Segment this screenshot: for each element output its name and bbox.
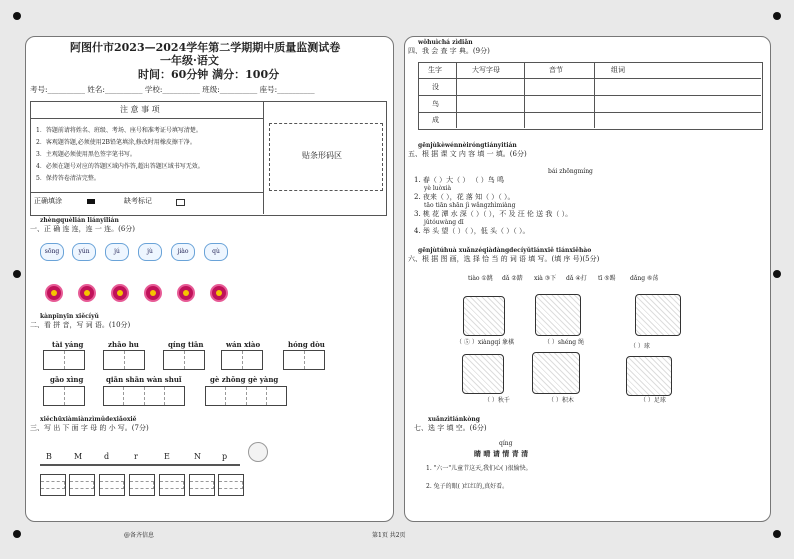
pinyin-prompt: gāo xìng (50, 375, 84, 384)
letter-line (40, 464, 240, 466)
binding-hole (13, 530, 21, 538)
pinyin-prompt: gè zhǒng gè yàng (210, 375, 279, 384)
section-pinyin: kànpīnyīn xiěcíyǔ (40, 313, 99, 320)
flower-icon[interactable] (177, 284, 195, 302)
pinyin-prompt: tài yáng (52, 340, 84, 349)
exam-subject: 一年级·语文 (160, 54, 219, 67)
flower-icon[interactable] (144, 284, 162, 302)
table-cell-character: 鸟 (432, 100, 439, 108)
writing-grid[interactable] (205, 386, 287, 406)
flower-end-icon (248, 442, 268, 462)
section-1-title: 一、正 确 连 连，连 一 连。(6分) (30, 225, 136, 233)
section-7-title: 七、选 字 填 空。(6分) (414, 424, 487, 432)
section-5-title: 五、根 据 课 文 内 容 填 一 填。(6分) (408, 150, 527, 158)
binding-hole (773, 530, 781, 538)
word-option: tī ⑤踢 (598, 275, 616, 282)
uppercase-letter: M (74, 452, 83, 461)
syllable-cloud[interactable]: jú (105, 243, 129, 261)
picture-caption: （ ）足球 (640, 397, 666, 404)
table-header: 生字 (428, 66, 442, 74)
volleyball-picture (635, 294, 681, 336)
pinyin-prompt: wán xiào (226, 340, 261, 349)
uppercase-letter: B (46, 452, 52, 461)
absent-checkbox[interactable] (176, 199, 185, 206)
chess-picture (463, 296, 505, 336)
word-option: xià ③下 (534, 275, 557, 282)
correct-fill-label: 正确填涂 (34, 197, 62, 205)
notice-title: 注 意 事 项 (120, 105, 160, 114)
letter-writing-box[interactable] (218, 474, 244, 496)
absent-mark-label: 缺考标记 (124, 197, 152, 205)
section-pinyin: xiěchūxiàmiànzìmǔdexiǎoxiě (40, 416, 137, 423)
writing-grid[interactable] (283, 350, 325, 370)
letter-writing-box[interactable] (189, 474, 215, 496)
binding-hole (13, 12, 21, 20)
uppercase-letter: r (134, 452, 138, 461)
table-header: 组词 (611, 66, 625, 74)
syllable-cloud[interactable]: jù (138, 243, 162, 261)
flower-icon[interactable] (210, 284, 228, 302)
section-3-title: 三、写 出 下 面 字 母 的 小 写。(7分) (30, 424, 149, 432)
fill-sentence[interactable]: 2. 兔子的眼( )红红的,真好看。 (426, 483, 509, 490)
syllable-cloud[interactable]: jiào (171, 243, 195, 261)
table-header: 大写字母 (472, 66, 500, 74)
binding-hole (773, 270, 781, 278)
syllable-cloud[interactable]: sōng (40, 243, 64, 261)
section-pinyin: gēnjùtúhuà xuǎnzéqiàdàngdecíyǔtiánxiě tiánxiěhào (418, 247, 592, 254)
fill-line[interactable]: 1. 春（ ）大（ ） （ ）鸟 鸣 (414, 176, 505, 184)
fill-line[interactable]: 2. 夜来（ ），花 落 知（ ）（ ）。 (414, 193, 515, 201)
page-number: 第1页 共2页 (372, 532, 406, 539)
word-option: dǎ ④打 (566, 275, 587, 282)
word-option: tiào ①跳 (468, 275, 493, 282)
section-pinyin: gēnjùkèwénnèiróngtiányitián (418, 142, 517, 149)
letter-writing-box[interactable] (69, 474, 95, 496)
uppercase-letter: p (222, 452, 228, 461)
picture-caption: （ ）秋千 (484, 397, 510, 404)
dictionary-table (418, 62, 763, 130)
notice-item: 5．保持答卷清洁完整。 (36, 175, 100, 182)
fill-line[interactable]: 4. 举 头 望（ ）（ ），低 头（ ）（ ）。 (414, 227, 530, 235)
fill-line-pinyin: bái zhōngmíng (548, 168, 593, 175)
notice-item: 3．主观题必须使用黑色签字笔书写。 (36, 151, 136, 158)
word-option: dǎng ⑥荡 (630, 275, 659, 282)
binding-hole (13, 270, 21, 278)
table-cell-character: 没 (432, 83, 439, 91)
blocks-picture (532, 352, 580, 394)
left-footer: @备齐信息 (124, 532, 155, 539)
notice-item: 4．必须在题号对应的答题区域内作答,超出答题区域书写无效。 (36, 163, 204, 170)
word-option: dǎ ②踏 (502, 275, 523, 282)
writing-grid[interactable] (163, 350, 205, 370)
exam-title: 阿图什市2023—2024学年第二学期期中质量监测试卷 (70, 41, 341, 54)
fill-line-pinyin: jǔtóuwàng dī (424, 219, 464, 226)
uppercase-letter: E (164, 452, 170, 461)
swing-picture (462, 354, 504, 394)
fill-line[interactable]: 3. 桃 花 潭 水 深（ ）（ ），不 及 汪 伦 送 我（ ）。 (414, 210, 573, 218)
character-options: 睛 晴 请 情 青 清 (474, 449, 529, 458)
pinyin-prompt: zhāo hu (108, 340, 139, 349)
writing-grid[interactable] (43, 350, 85, 370)
syllable-cloud[interactable]: yún (72, 243, 96, 261)
section-pinyin: wǒhuìchá zìdiǎn (418, 39, 473, 46)
table-cell-character: 成 (432, 116, 439, 124)
uppercase-letter: d (104, 452, 110, 461)
writing-grid[interactable] (103, 350, 145, 370)
section-4-title: 四、我 会 查 字 典。(9分) (408, 47, 490, 55)
flower-icon[interactable] (45, 284, 63, 302)
uppercase-letter: N (194, 452, 201, 461)
picture-caption: （ ）积木 (548, 397, 574, 404)
letter-writing-box[interactable] (129, 474, 155, 496)
option-pinyin: qíng (499, 440, 513, 447)
pinyin-prompt: hóng dòu (288, 340, 325, 349)
filled-mark-icon (87, 199, 95, 204)
picture-caption: （ ）shéng 绳 (544, 339, 585, 346)
football-picture (626, 356, 672, 396)
syllable-cloud[interactable]: qù (204, 243, 228, 261)
binding-hole (773, 12, 781, 20)
letter-writing-box[interactable] (40, 474, 66, 496)
writing-grid[interactable] (221, 350, 263, 370)
letter-writing-box[interactable] (159, 474, 185, 496)
table-header: 音节 (549, 66, 563, 74)
fill-line-pinyin: yè luòxià (424, 185, 452, 192)
letter-writing-box[interactable] (99, 474, 125, 496)
writing-grid[interactable] (43, 386, 85, 406)
notice-item: 1．答题前请将姓名、班级、考场、座号和准考证号填写清楚。 (36, 127, 202, 134)
fill-sentence[interactable]: 1. "六一"儿童节这天,我们心( )很愉快。 (426, 465, 532, 472)
flower-icon[interactable] (78, 284, 96, 302)
jump-rope-picture (535, 294, 581, 336)
writing-grid[interactable] (103, 386, 185, 406)
section-pinyin: zhèngquèlián liányilián (40, 217, 119, 224)
section-pinyin: xuǎnzìtiánkòng (428, 416, 480, 423)
picture-caption: （ ）球 (630, 343, 650, 350)
section-6-title: 六、根 据 图 画，选 择 恰 当 的 词 语 填 写。(填 序 号)(5分) (408, 255, 600, 263)
pinyin-prompt: qíng tiān (168, 340, 204, 349)
fill-line-pinyin: tāo tiān shān jì wǎngzhìmiàng (424, 202, 516, 209)
section-2-title: 二、看 拼 音，写 词 语。(10分) (30, 321, 131, 329)
pinyin-prompt: qiān shān wàn shuǐ (106, 375, 182, 384)
exam-time-score: 时间：60分钟 满分：100分 (138, 68, 280, 81)
notice-item: 2．客观题答题,必须使用2B铅笔填涂,修改时用橡皮擦干净。 (36, 139, 196, 146)
barcode-label: 贴条形码区 (302, 151, 342, 160)
picture-caption: （ ⑤ ）xiàngqí 象棋 (456, 339, 515, 346)
student-info-line[interactable]: 考号:__________ 姓名:__________ 学校:__________ 班级:__________ 座号:__________ (30, 85, 315, 94)
flower-icon[interactable] (111, 284, 129, 302)
